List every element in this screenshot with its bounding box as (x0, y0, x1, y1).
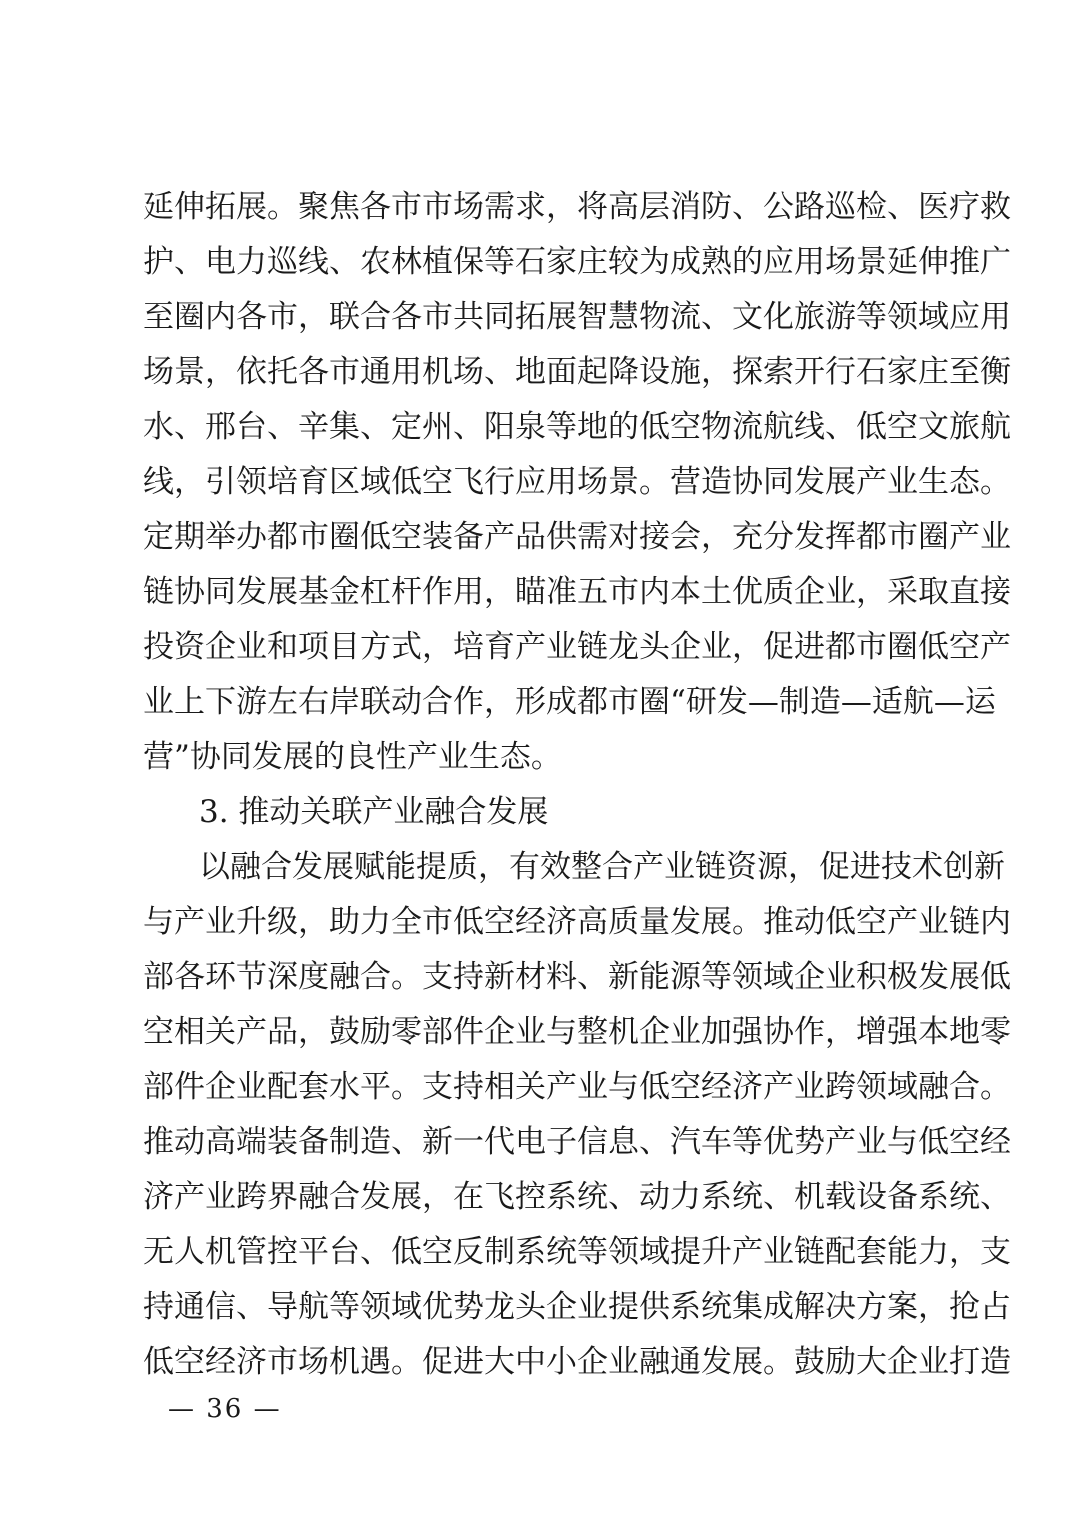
text-line: 护、电力巡线、农林植保等石家庄较为成熟的应用场景延伸推广 (143, 244, 1011, 280)
text-line: 线，引领培育区域低空飞行应用场景。营造协同发展产业生态。 (143, 464, 1011, 500)
text-line: 投资企业和项目方式，培育产业链龙头企业，促进都市圈低空产 (143, 629, 1011, 665)
text-line: 至圈内各市，联合各市共同拓展智慧物流、文化旅游等领域应用 (143, 299, 1011, 335)
text-line: 部各环节深度融合。支持新材料、新能源等领域企业积极发展低 (143, 959, 1011, 995)
page-number: — 36 — (168, 1394, 282, 1424)
text-line: 持通信、导航等领域优势龙头企业提供系统集成解决方案，抢占 (143, 1289, 1011, 1325)
text-line: 推动高端装备制造、新一代电子信息、汽车等优势产业与低空经 (143, 1124, 1011, 1160)
text-line: 水、邢台、辛集、定州、阳泉等地的低空物流航线、低空文旅航 (143, 409, 1011, 445)
text-line: 与产业升级，助力全市低空经济高质量发展。推动低空产业链内 (143, 904, 1011, 940)
text-line: 部件企业配套水平。支持相关产业与低空经济产业跨领域融合。 (143, 1069, 1011, 1105)
text-line: 场景，依托各市通用机场、地面起降设施，探索开行石家庄至衡 (143, 354, 1011, 390)
text-line: 营”协同发展的良性产业生态。 (143, 739, 562, 775)
text-line: 业上下游左右岸联动合作，形成都市圈“研发—制造—适航—运 (143, 684, 996, 720)
text-line: 低空经济市场机遇。促进大中小企业融通发展。鼓励大企业打造 (143, 1344, 1011, 1380)
text-line: 济产业跨界融合发展，在飞控系统、动力系统、机载设备系统、 (143, 1179, 1011, 1215)
text-line: 延伸拓展。聚焦各市市场需求，将高层消防、公路巡检、医疗救 (143, 189, 1011, 225)
text-line: 链协同发展基金杠杆作用，瞄准五市内本土优质企业，采取直接 (143, 574, 1011, 610)
text-line: 空相关产品，鼓励零部件企业与整机企业加强协作，增强本地零 (143, 1014, 1011, 1050)
text-line: 定期举办都市圈低空装备产品供需对接会，充分发挥都市圈产业 (143, 519, 1011, 555)
section-heading: 3. 推动关联产业融合发展 (199, 794, 549, 830)
text-line: 以融合发展赋能提质，有效整合产业链资源，促进技术创新 (199, 849, 1005, 885)
text-line: 无人机管控平台、低空反制系统等领域提升产业链配套能力，支 (143, 1234, 1011, 1270)
